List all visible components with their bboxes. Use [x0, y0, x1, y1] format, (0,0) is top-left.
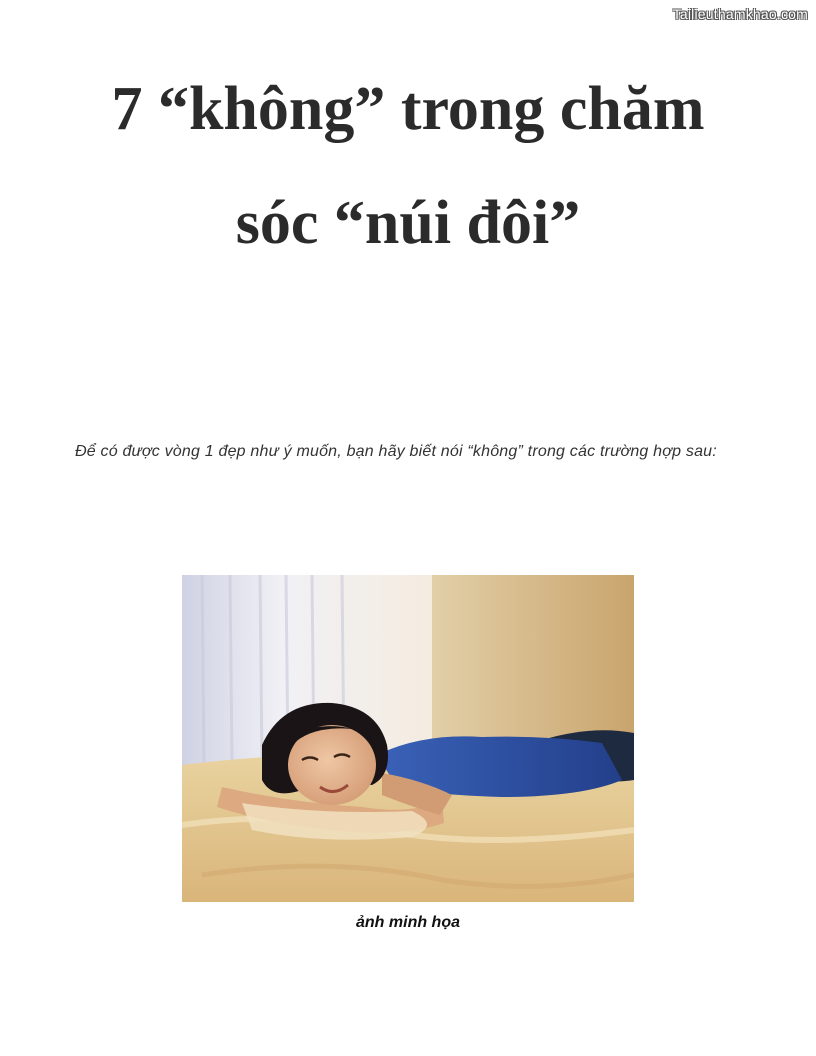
intro-paragraph: Để có được vòng 1 đẹp như ý muốn, bạn hãy biết nói “không” trong các trường hợp sau:	[75, 443, 717, 460]
illustration-photo	[182, 575, 634, 902]
watermark-text: Tailieuthamkhao.com	[672, 6, 808, 22]
image-caption: ảnh minh họa	[356, 914, 460, 931]
title-line-2: sóc “núi đôi”	[235, 189, 581, 257]
page-title	[40, 52, 776, 280]
title-line-1: 7 “không” trong chăm	[111, 75, 705, 143]
